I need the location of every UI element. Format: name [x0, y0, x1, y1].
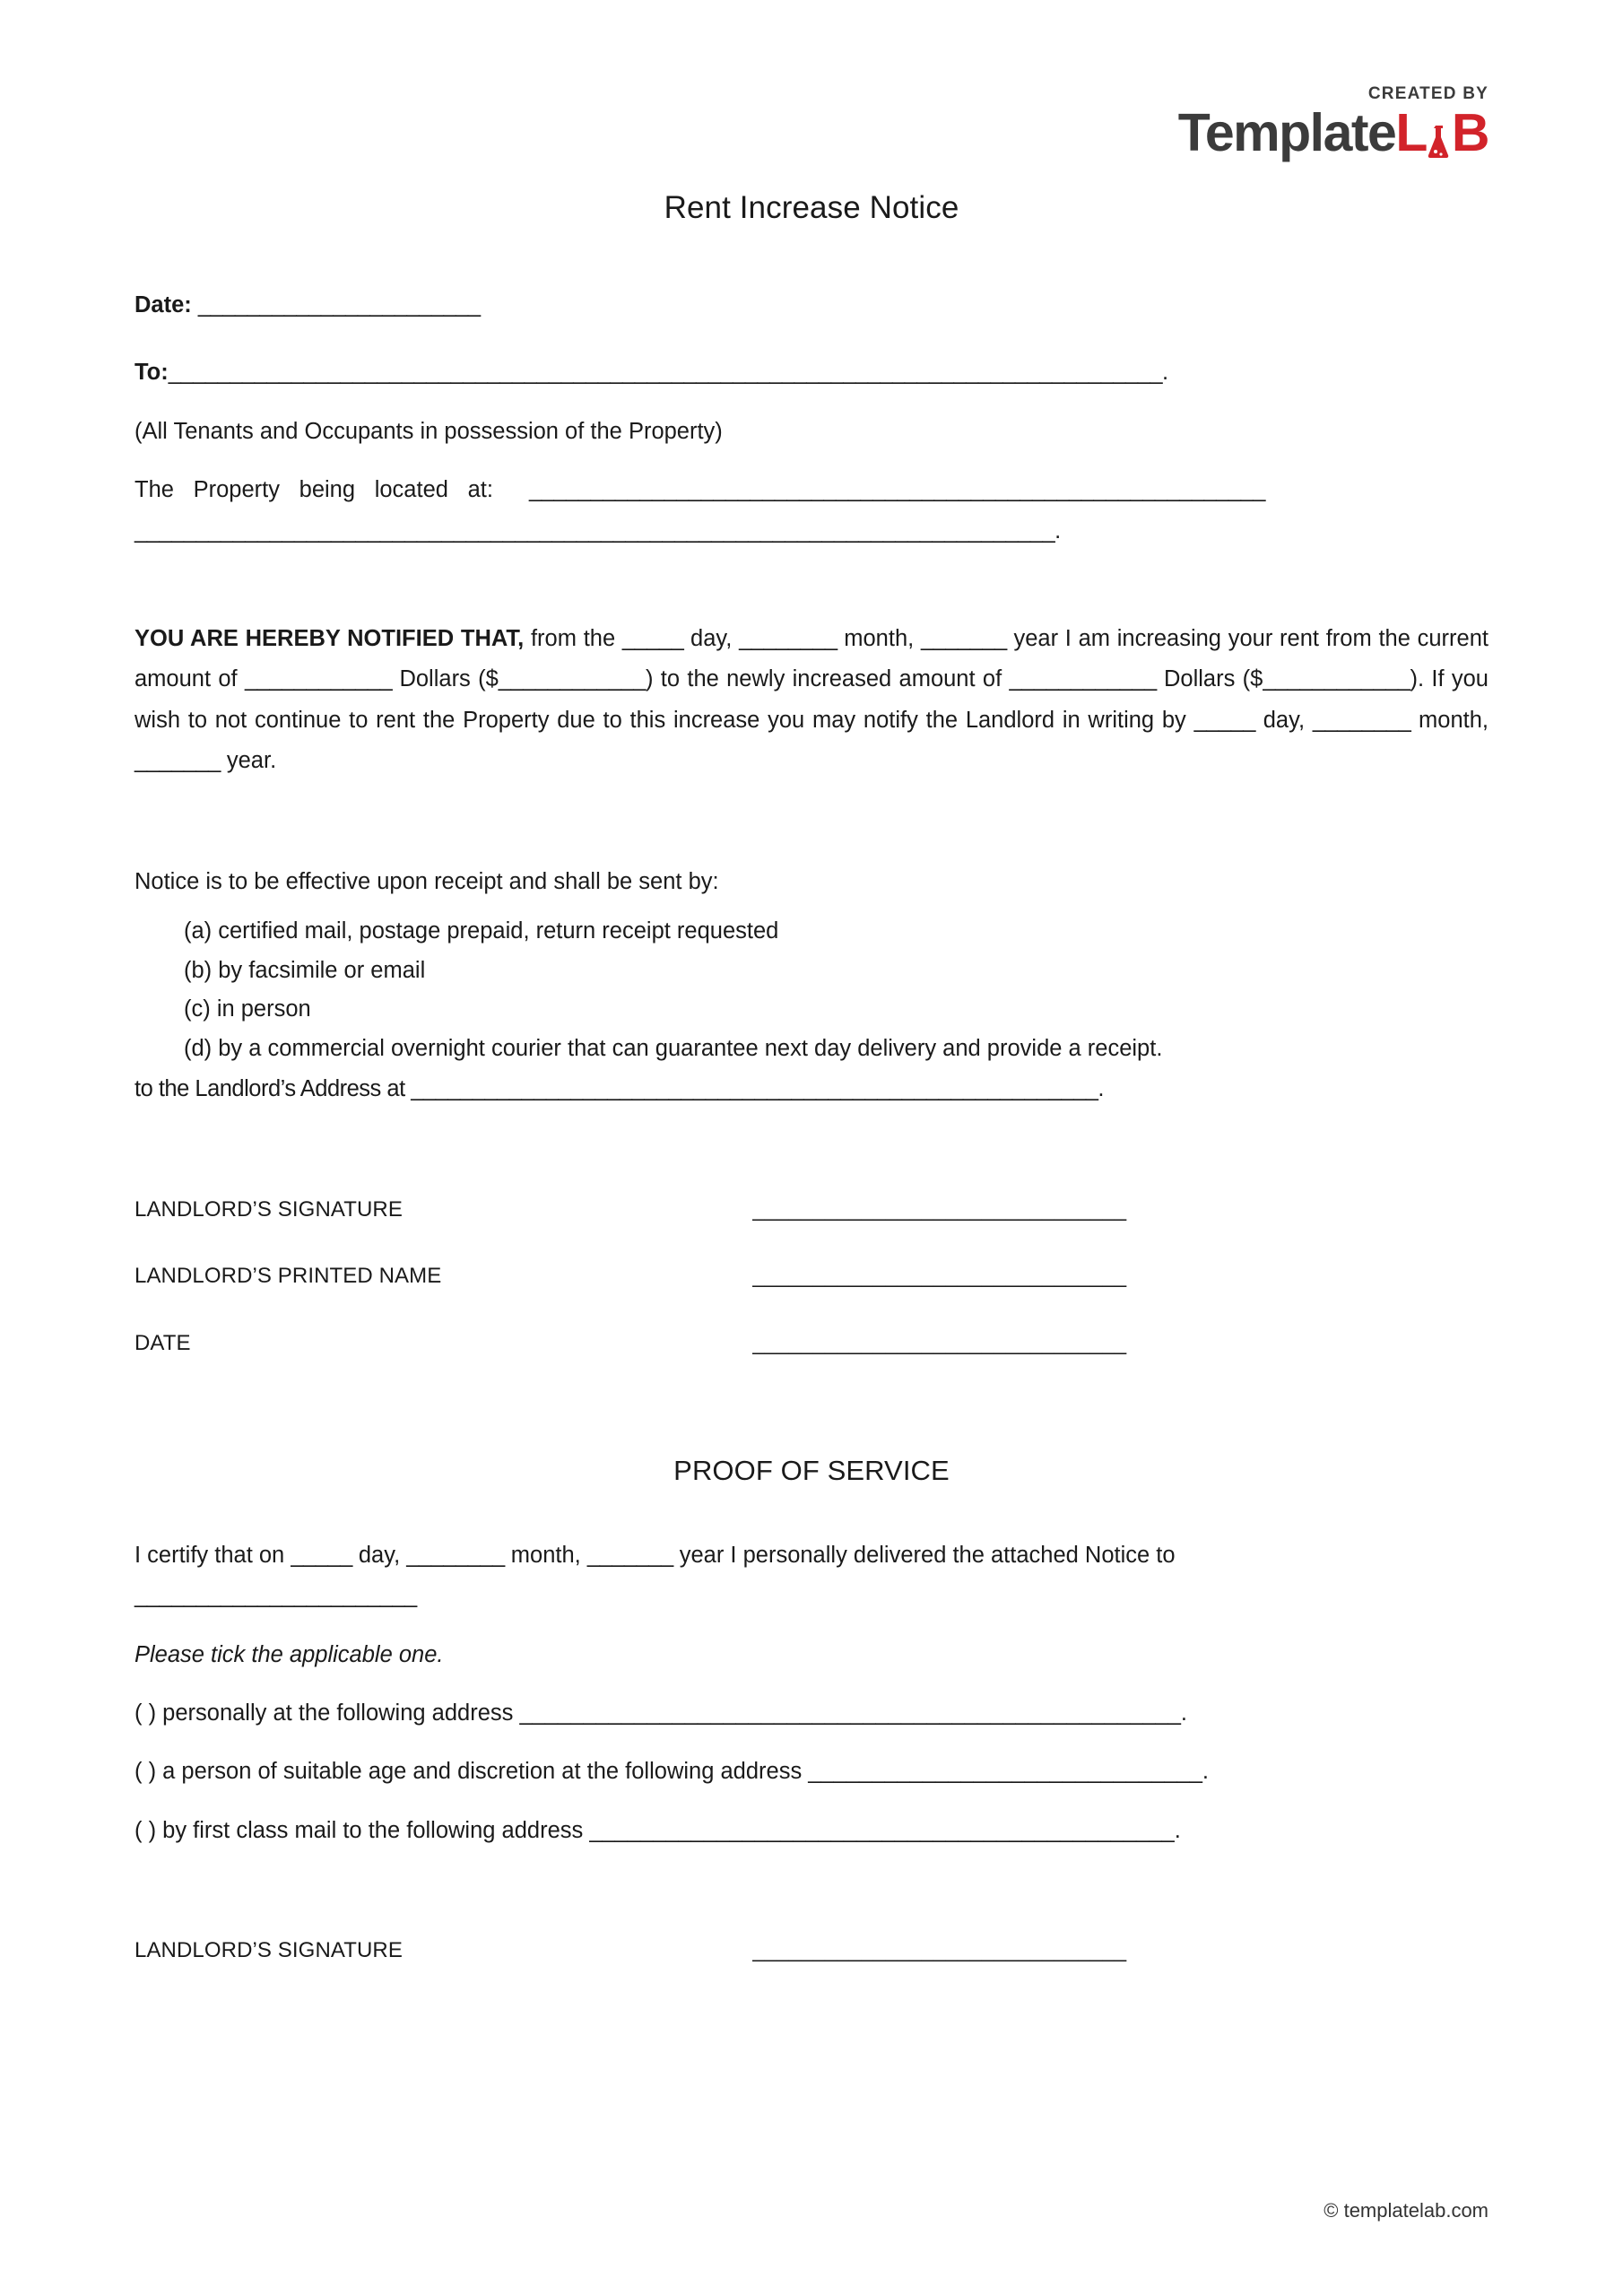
table-row: [135, 1191, 1488, 1258]
proof-recipient-blank[interactable]: _______________________: [135, 1583, 417, 1609]
proof-certify-row: [135, 1535, 1488, 1576]
landlord-signature-line[interactable]: _______________________________: [752, 1196, 1127, 1222]
landlord-printed-name-label: LANDLORD’S PRINTED NAME: [135, 1264, 442, 1289]
delivery-option-c: (c) in person: [184, 996, 311, 1022]
property-word-the: The: [135, 477, 174, 503]
logo-ab-text: B: [1451, 103, 1488, 162]
notice-tail-2: ). If you wish to not continue to rent the Property due to this increase you may notify the Landlord in writing by: [135, 666, 1488, 733]
property-location-row: [135, 470, 1488, 510]
signature-date-line[interactable]: _______________________________: [752, 1331, 1127, 1355]
proof-day-blank[interactable]: _____: [291, 1542, 352, 1568]
footer-copyright: © templatelab.com: [1324, 2199, 1488, 2222]
proof-landlord-signature-line[interactable]: _______________________________: [752, 1938, 1127, 1963]
property-input-line-2[interactable]: ___________________________________________________________________________.: [135, 517, 1061, 544]
logo-template-text: Template: [1177, 103, 1396, 162]
notice-month-word: month,: [837, 625, 921, 651]
proof-day-word: day,: [352, 1542, 407, 1568]
notify-day-blank[interactable]: _____: [1193, 707, 1255, 733]
table-row: [135, 1257, 1488, 1325]
delivery-option-d: (d) by a commercial overnight courier that can guarantee next day delivery and provide a receipt.: [184, 1036, 1163, 1062]
proof-certify-text-1: I certify that on: [135, 1542, 291, 1568]
notify-year-word: year.: [220, 748, 277, 773]
notice-year-blank[interactable]: _______: [920, 625, 1007, 651]
notice-month-blank[interactable]: ________: [739, 625, 838, 651]
notice-tail-1: ) to the newly increased amount of: [645, 666, 1010, 692]
delivery-intro: Notice is to be effective upon receipt and shall be sent by:: [135, 869, 719, 895]
notify-day-word: day,: [1254, 707, 1313, 733]
notice-year-word: year I am increasing your rent from the current amount of: [135, 625, 1488, 692]
document-body: [135, 269, 1488, 1999]
date-label: Date:: [135, 292, 192, 317]
proof-option-first-class-mail[interactable]: ( ) by first class mail to the following address ______________________________________________.: [135, 1817, 1181, 1843]
notify-year-blank[interactable]: _______: [135, 748, 221, 773]
notify-month-blank[interactable]: ________: [1312, 707, 1411, 733]
notice-paragraph: [135, 619, 1488, 782]
property-location-label: [135, 470, 493, 510]
proof-option-personally[interactable]: ( ) personally at the following address ____________________________________________________.: [135, 1700, 1188, 1726]
new-amount-number-blank[interactable]: ____________: [1263, 666, 1410, 692]
signature-date-label: DATE: [135, 1331, 191, 1355]
table-row: [135, 1932, 1488, 1999]
logo-created-by-text: CREATED BY: [1367, 84, 1488, 103]
tick-instruction: Please tick the applicable one.: [135, 1641, 444, 1667]
templatelab-logo: [1178, 85, 1488, 160]
notify-month-word: month,: [1410, 707, 1488, 733]
proof-year-blank[interactable]: _______: [586, 1542, 673, 1568]
table-row: [135, 1325, 1488, 1392]
notice-day-word: day,: [683, 625, 740, 651]
dollars-word-1: Dollars ($: [392, 666, 499, 692]
proof-certify-text-2: year I personally delivered the attached Notice to: [673, 1542, 1176, 1568]
logo-l-text: L: [1395, 103, 1427, 162]
date-field-row: [135, 285, 1488, 326]
tenants-note: (All Tenants and Occupants in possession of the Property): [135, 418, 723, 444]
dollars-word-2: Dollars ($: [1156, 666, 1263, 692]
property-word-property: Property: [193, 477, 280, 503]
to-label: To:: [135, 360, 169, 386]
property-word-located: located: [374, 477, 448, 503]
property-word-at: at:: [467, 477, 493, 503]
proof-month-word: month,: [504, 1542, 587, 1568]
date-input-line[interactable]: _______________________: [197, 292, 481, 317]
current-amount-words-blank[interactable]: ____________: [244, 666, 393, 692]
logo-wordmark: [1177, 103, 1488, 162]
flask-icon: [1428, 122, 1451, 152]
proof-option-suitable-age[interactable]: ( ) a person of suitable age and discretion at the following address _______________________________.: [135, 1759, 1210, 1785]
notice-text-1: from the: [524, 625, 622, 651]
proof-signature-block: [135, 1932, 1488, 1999]
delivery-option-b: (b) by facsimile or email: [184, 957, 426, 983]
landlord-signature-label: LANDLORD’S SIGNATURE: [135, 1196, 403, 1222]
property-word-being: being: [299, 477, 356, 503]
current-amount-number-blank[interactable]: ____________: [498, 666, 646, 692]
new-amount-words-blank[interactable]: ____________: [1009, 666, 1157, 692]
notice-heading: YOU ARE HEREBY NOTIFIED THAT,: [135, 625, 525, 651]
proof-landlord-signature-label: LANDLORD’S SIGNATURE: [135, 1938, 403, 1963]
landlord-printed-name-line[interactable]: _______________________________: [752, 1264, 1127, 1289]
proof-month-blank[interactable]: ________: [406, 1542, 505, 1568]
signature-block: [135, 1191, 1488, 1392]
landlord-address-line[interactable]: to the Landlord’s Address at ________________________________________________________.: [135, 1076, 1105, 1102]
page-title: Rent Increase Notice: [664, 190, 959, 225]
property-input-line-1[interactable]: ____________________________________________________________: [529, 477, 1265, 503]
notice-day-blank[interactable]: _____: [621, 625, 684, 651]
delivery-option-a: (a) certified mail, postage prepaid, return receipt requested: [184, 918, 779, 944]
to-field-row: [135, 352, 1488, 393]
to-input-line[interactable]: _________________________________________________________________________________.: [168, 360, 1168, 386]
proof-of-service-title: PROOF OF SERVICE: [673, 1454, 950, 1486]
